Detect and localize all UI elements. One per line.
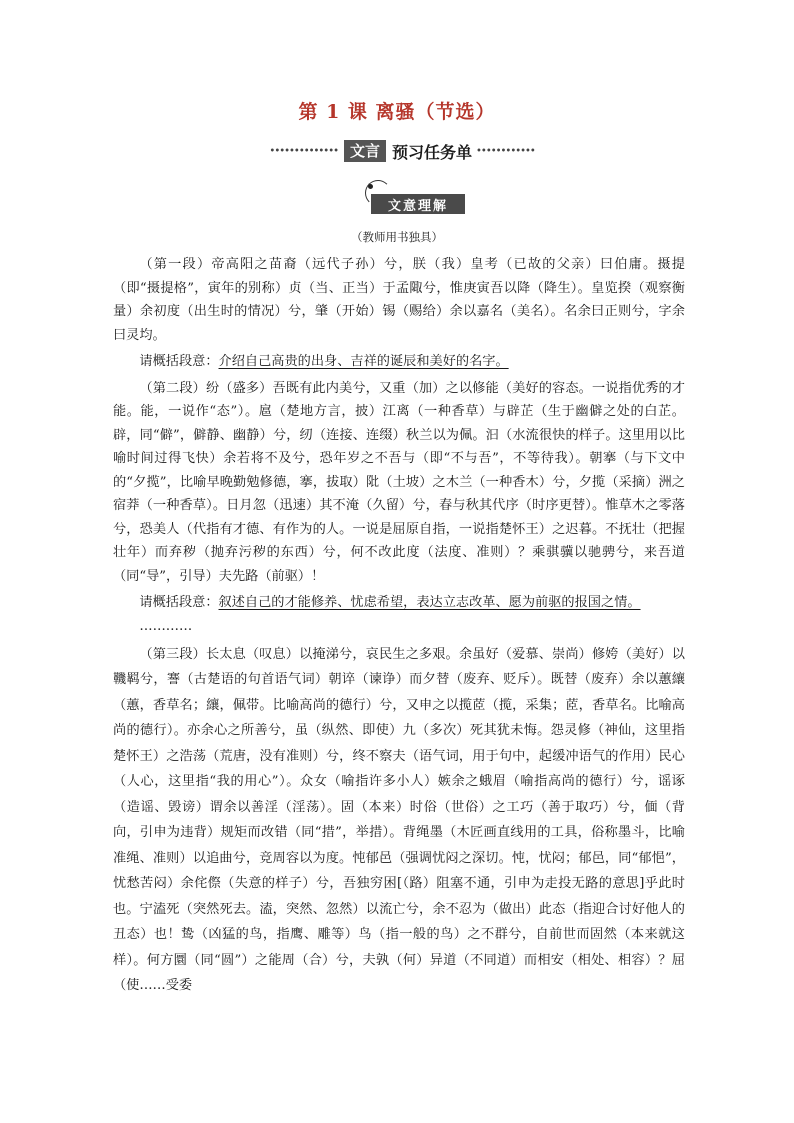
paragraph-3: （第三段）长太息（叹息）以掩涕兮，哀民生之多艰。余虽好（爱慕、崇尚）修姱（美好）以鞿羁兮，謇（古楚语的句首语气词）朝谇（谏诤）而夕替（废弃、贬斥）。既替（废弃）余以蕙纕（蕙，香草名；纕，佩带。比喻高尚的德行）兮，又申之以揽茝（揽，采集；茝，香草名。比喻高尚的德行）。亦余心之所善兮，虽（纵然、即使）九（多次）死其犹未悔。怨灵修（神仙，这里指楚怀王）之浩荡（荒唐，没有准则）兮，终不察夫（语气词，用于句中，起缓冲语气的作用）民心（人心，这里指“我的用心”）。众女（喻指许多小人）嫉余之蛾眉（喻指高尚的德行）兮，谣诼（造谣、毁谤）谓余以善淫（淫荡）。固（本来）时俗（世俗）之工巧（善于取巧）兮，偭（背向，引申为违背）规矩而改错（同“措”，举措）。背绳墨（木匠画直线用的工具，俗称墨斗，比喻准绳、准则）以追曲兮，竞周容以为度。忳郁邑（强调忧闷之深切。忳，忧闷；郁邑，同“郁悒”，忧愁苦闷）余侘傺（失意的样子）兮，吾独穷困[（路）阻塞不通，引申为走投无路的意思]乎此时也。宁溘死（突然死去。溘，突然、忽然）以流亡兮，余不忍为（做出）此态（指迎合讨好他人的丑态）也！鸷（凶猛的鸟，指鹰、雕等）鸟（指一般的鸟）之不群兮，自前世而固然（本来就这样）。何方圜（同“圆”）之能周（合）兮，夫孰（何）异道（不同道）而相安（相处、相容）？屈（使……受委 [113,646,685,993]
summary-1 [113,350,685,374]
teacher-note: （教师用书独具） [351,230,443,244]
summary-2 [113,591,685,615]
badge-label: 文意理解 [371,194,465,214]
banner-dots-left: •••••••••••••• [269,145,338,157]
banner-tag: 文言 [344,140,386,162]
banner-dots-right: •••••••••••• [476,145,535,157]
paragraph-1: （第一段）帝高阳之苗裔（远代子孙）兮，朕（我）皇考（已故的父亲）曰伯庸。摄提（即“摄提格”，寅年的别称）贞（当、正当）于孟陬兮，惟庚寅吾以降（降生）。皇览揆（观察衡量）余初度（出生时的情况）兮，肇（开始）锡（赐给）余以嘉名（美名）。名余曰正则兮，字余曰灵均。 [113,257,685,343]
ellipsis-separator: ………… [139,618,193,634]
banner-label: 预习任务单 [392,142,473,162]
badge-dot-icon [368,184,373,189]
summary-1-text: 介绍自己高贵的出身、吉祥的诞辰和美好的名字。 [218,354,509,369]
summary-2-label: 请概括段意： [139,595,219,610]
summary-2-text: 叙述自己的才能修养、忧虑希望，表达立志改革、愿为前驱的报国之情。 [218,595,641,610]
paragraph-2: （第二段）纷（盛多）吾既有此内美兮，又重（加）之以修能（美好的容态。一说指优秀的才能。能，一说作“态”）。扈（楚地方言，披）江离（一种香草）与辟芷（生于幽僻之处的白芷。辟，同“僻”，僻静、幽静）兮，纫（连接、连缀）秋兰以为佩。汩（水流很快的样子。这里用以比喻时间过得飞快）余若将不及兮，恐年岁之不吾与（即“不与吾”，不等待我）。朝搴（与下文中的“夕揽”，比喻早晚勤勉修德，搴，拔取）阰（土坡）之木兰（一种香木）兮，夕揽（采摘）洲之宿莽（一种香草）。日月忽（迅速）其不淹（久留）兮，春与秋其代序（时序更替）。惟草木之零落兮，恐美人（代指有才德、有作为的人。一说是屈原自指，一说指楚怀王）之迟暮。不抚壮（把握壮年）而弃秽（抛弃污秽的东西）兮，何不改此度（法度、准则）？乘骐骥以驰骋兮，来吾道（同“导”，引导）夫先路（前驱）！ [113,380,685,584]
main-content [113,253,685,999]
preview-banner [262,139,562,163]
summary-1-label: 请概括段意： [139,354,219,369]
lesson-title: 第 1 课 离骚（节选） [298,101,496,123]
section-badge [365,180,465,216]
